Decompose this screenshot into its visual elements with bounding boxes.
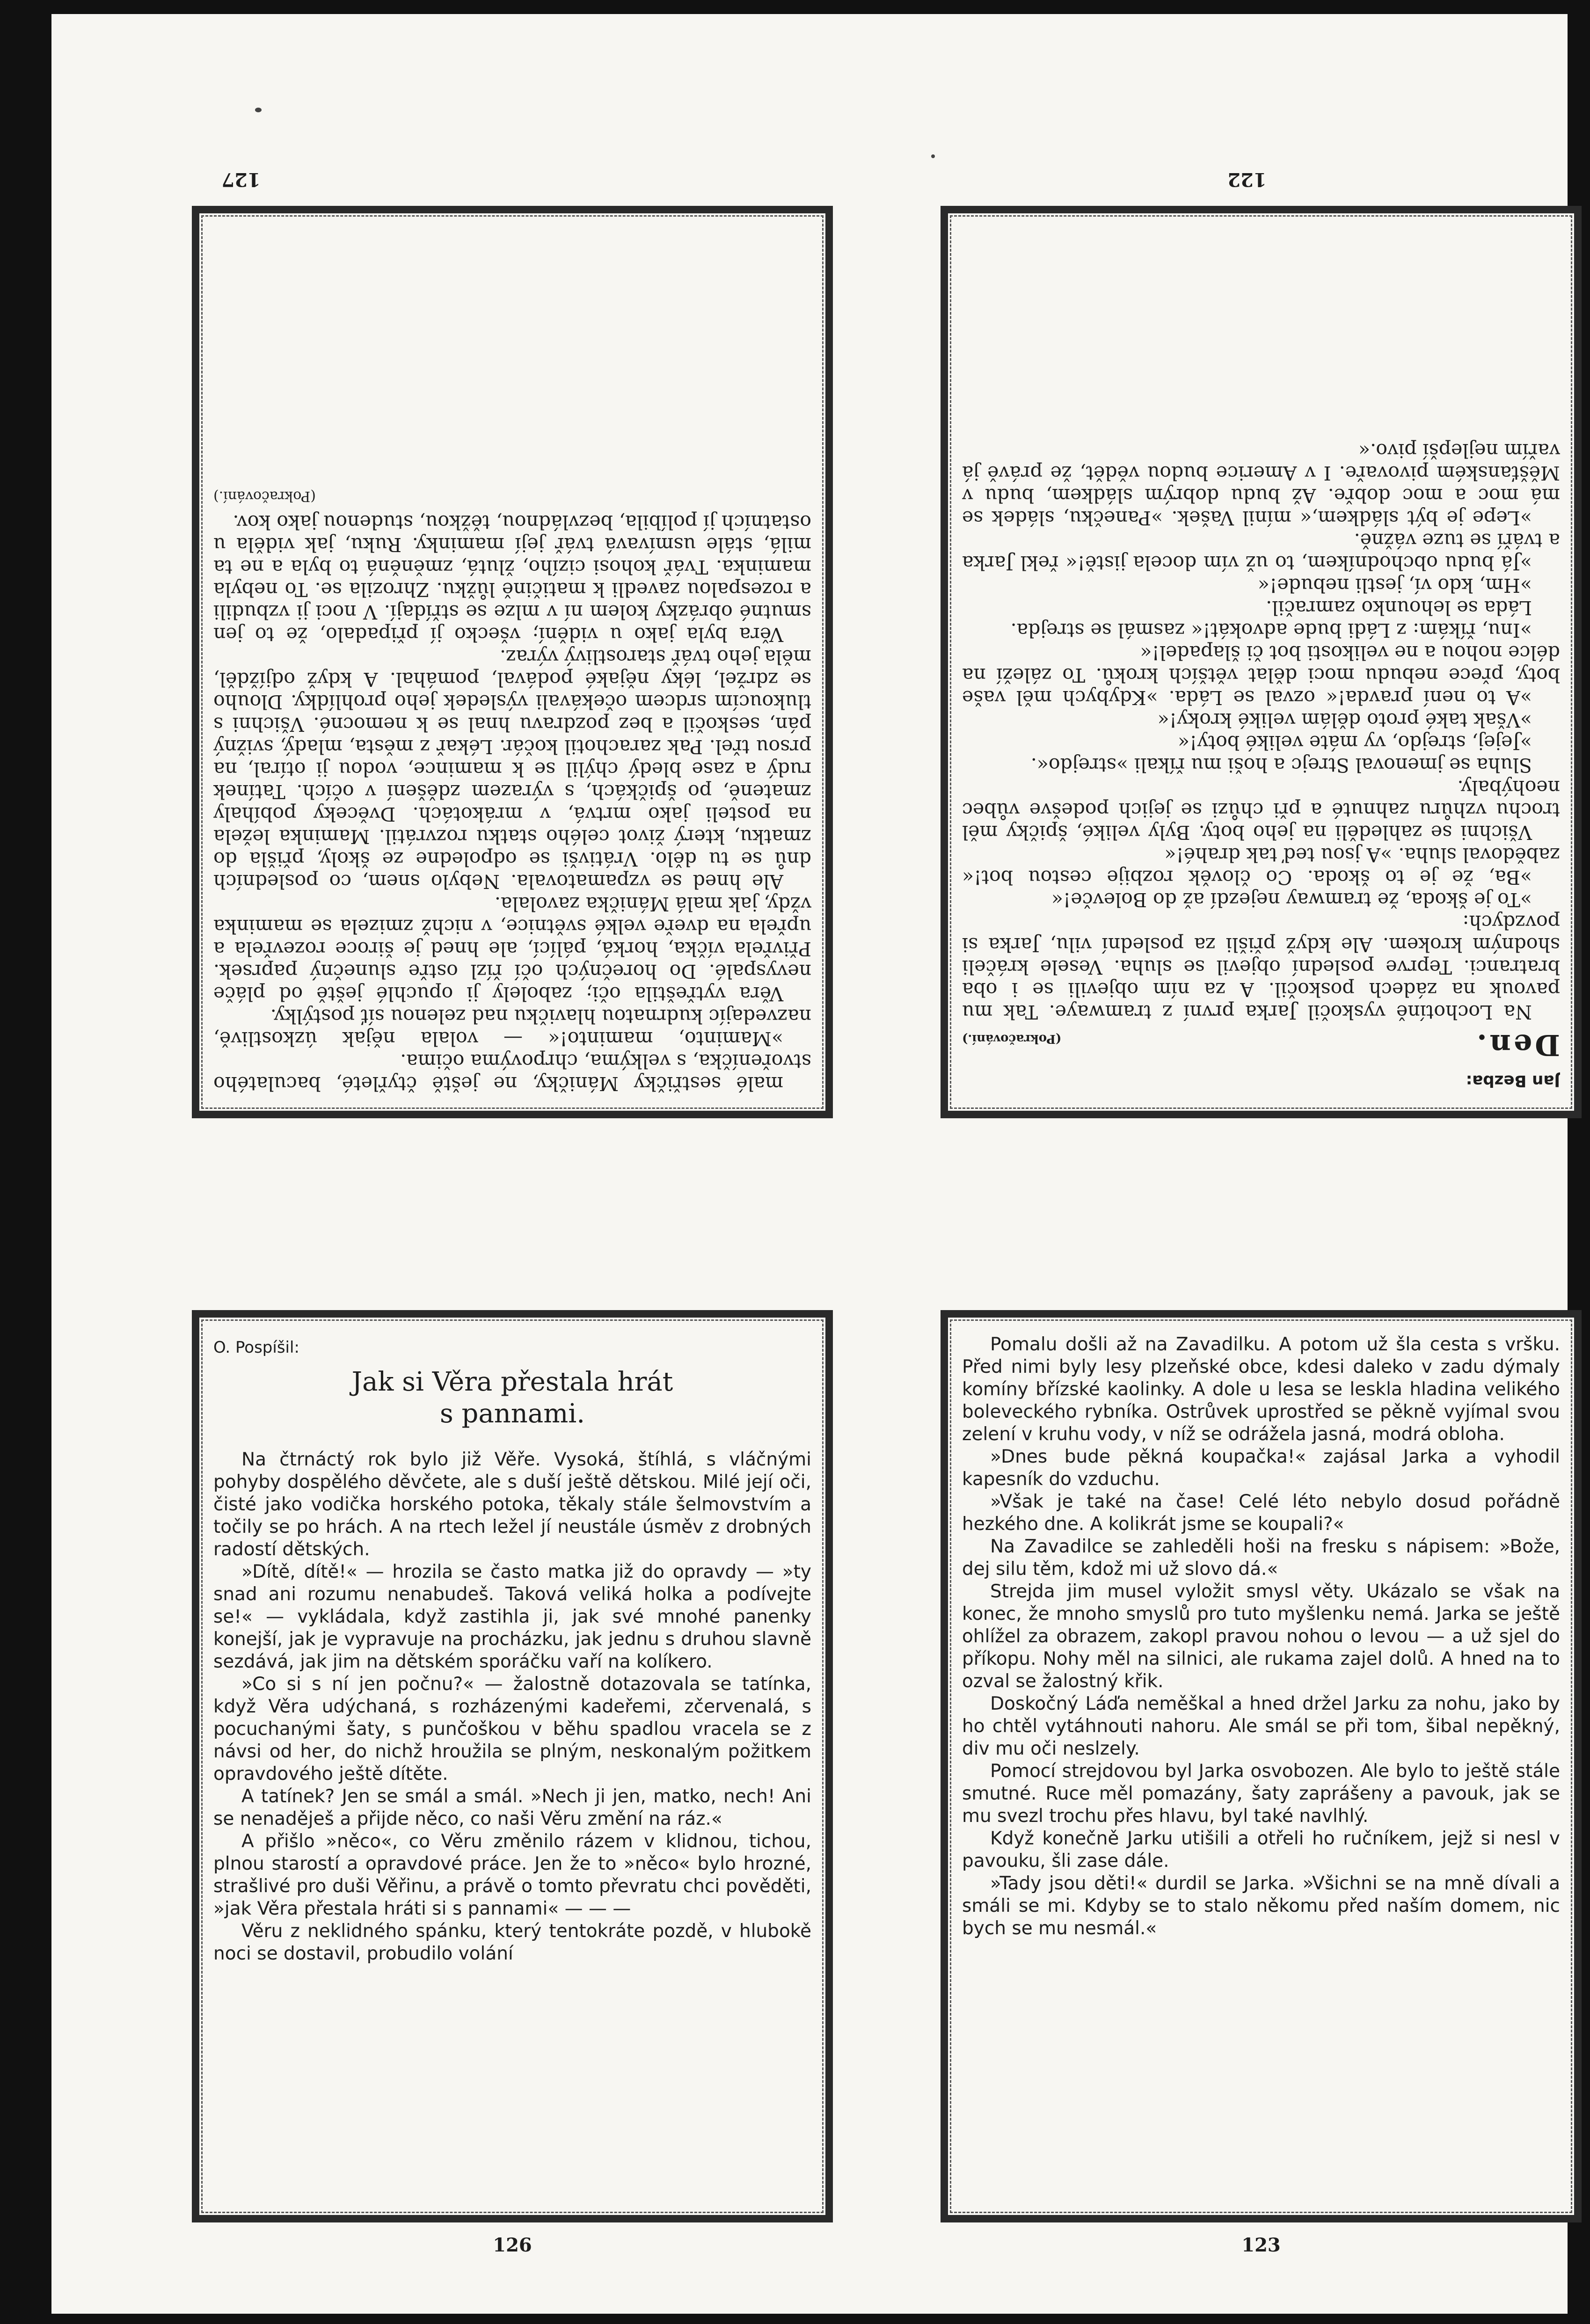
paragraph: »Však je také na čase! Celé léto nebylo dosud pořádně hezkého dne. A kolikrát jsme se koupali?«: [962, 1491, 1560, 1535]
page-number-122: 122: [1227, 168, 1267, 190]
paragraph: »Maminto, maminto!« — volala nějak úzkostlivě, nazvedajíc kudrnatou hlavičku nad zelenou síť postýlky.: [213, 1005, 811, 1050]
paragraph: »Inu, říkám: z Ládi bude advokát!« zasmál se strejda.: [1010, 619, 1532, 641]
paragraph: Na čtrnáctý rok bylo již Věře. Vysoká, štíhlá, s vláčnými pohyby dospělého děvčete, ale s duší ještě dětskou. Milé její oči, čisté jako vodička horského potoka, těkaly stále šelmovstvím a točily se po hrách. A na rtech ležel jí neustále úsměv z drobných radostí dětských.: [213, 1449, 811, 1560]
page-number-123: 123: [1241, 2234, 1281, 2256]
paragraph: »A to není pravda!« ozval se Láda. »Kdybych měl vaše boty, přece nebudu moci dělat větších kroků. To záleží na délce nohou a ne velikosti bot či šlapadel!«: [962, 641, 1560, 709]
scan-speck: [931, 154, 935, 158]
paragraph: Láda se lehounko zamračil.: [1266, 597, 1532, 619]
paragraph: Všichni se zahleděli na jeho boty. Byly veliké, špičky měl trochu vzhůru zahnuté a při chůzi se jejich podešve vůbec neohýbaly.: [962, 776, 1560, 844]
paragraph: Když konečně Jarku utišili a otřeli ho ručníkem, jejž si nesl v pavouku, šli zase dále.: [962, 1828, 1560, 1872]
paragraph: Na Zavadilce se zahleděli hoši na fresku s nápisem: »Bože, dej silu těm, kdož mi už slovo dá.«: [962, 1536, 1560, 1580]
page-127-frame: [192, 206, 833, 1118]
paragraph: »Lepe je být sládkem,« mínil Vašek. »Panečku, sládek se má moc a moc dobře. Až budu dobrým sládkem, budu v Měšťanském pivovaře. I v Americe budou vědět, že právě já vařím nejlepší pivo.«: [962, 439, 1560, 529]
paragraph: »Však také proto dělám veliké kroky!«: [1157, 709, 1532, 731]
title-line: s pannami.: [439, 1399, 585, 1429]
page-title: [213, 1366, 811, 1430]
author: Jan Bezba:: [1466, 1071, 1560, 1090]
paragraph: Strejda jim musel vyložit smysl věty. Ukázalo se však na konec, že mnoho smyslů pro tuto myšlenku nemá. Jarka se ještě ohlížel za obrazem, zakopl pravou nohou o levou — a už sjel do příkopu. Nohy měl na silnici, ale rukama zajel dolů. A hned na to ozval se žalostný křik.: [962, 1581, 1560, 1692]
author: O. Pospíšil:: [213, 1338, 299, 1357]
paragraph: Na Lochotíně vyskočil Jarka první z tramwaye. Tak mu pavouk na zádech poskočil. A za ním objevili se i oba bratranci. Teprve poslední objevil se sluha. Vesele kráčeli shodným krokem. Ale když přišli za poslední vilu, Jarka si povzdych:: [962, 911, 1560, 1023]
paragraph: Pomocí strejdovou byl Jarka osvobozen. Ale bylo to ještě stále smutné. Ruce měl pomazány, šaty zaprášeny a pavouk, jak se mu svezl trochu přes hlavu, byl také navlhlý.: [962, 1761, 1560, 1827]
paragraph: »Ba, že je to škoda. Co člověk rozbije cestou bot!« zabědoval sluha. »A jsou teď tak drahé!«: [962, 844, 1560, 889]
paragraph: »Tady jsou děti!« durdil se Jarka. »Všichni se na mně dívali a smáli se mi. Kdyby se to stalo někomu před naším domem, nic bych se mu nesmál.«: [962, 1873, 1560, 1939]
paragraph: Věra vytřeštila oči; zabolely ji opuchlé ještě od pláče nevyspalé. Do horečných očí řízl ostře slunečný paprsek. Přivřela víčka, horká, pálící, ale hned je široce rozevřela a upřela na dveře velké světnice, v nichž zmizela se maminka vždy, jak malá Mánička zavolala.: [213, 893, 811, 1005]
page-126-frame: [192, 1310, 833, 2222]
page-126-text: [213, 1333, 811, 2199]
paragraph: A přišlo »něco«, co Věru změnilo rázem v klidnou, tichou, plnou starostí a opravdové práce. Jen že to »něco« bylo hrozné, strašlivé pro duši Věřinu, a právě o tomto převratu chci pověděti, »jak Věra přestala hráti si s pannami« — — —: [213, 1831, 811, 1919]
paragraph: Ale hned se vzpamatovala. Nebylo snem, co posledních dnů se tu dělo. Vrátivši se odpoledne ze školy, přišla do zmatku, který život celého statku rozvrátil. Maminka ležela na posteli jako mrtvá, v mrákotách. Dvěceky pobíhaly zmateně, po špičkách, s výrazem zděšení v očích. Tatínek rudý a zase bledý chýlil se k mamince, vodou ji otíral, na prsou třel. Pak zarachotil kočár. Lékař z města, mladý, svižný pán, seskočil a bez pozdravu hnal se k nemocné. Všichni s tlukoucím srdcem očekávali výsledek jeho prohlídky. Dlouho se zdržel, léky nějaké podával, pomáhal. A když odjížděl, měla jeho tvář starostlivý výraz.: [213, 646, 811, 893]
paragraph: »Jejej, strejdo, vy máte veliké boty!«: [1178, 731, 1532, 754]
page-number-127: 127: [221, 168, 261, 190]
title-line: Jak si Věra přestala hrát: [351, 1367, 673, 1397]
paragraph: »Já budu obchodníkem, to už vím docela jistě!« řekl Jarka a tváří se tuze vážně.: [962, 529, 1560, 574]
paragraph: »Dnes bude pěkná koupačka!« zajásal Jarka a vyhodil kapesník do vzduchu.: [962, 1446, 1560, 1490]
paragraph: »Hm, kdo ví, jestli nebude!«: [1257, 574, 1532, 597]
paragraph: Věru z neklidného spánku, který tentokráte pozdě, v hlubokě noci se dostavil, probudilo volání: [213, 1921, 811, 1964]
page-123-frame: [941, 1310, 1582, 2222]
paragraph: »Dítě, dítě!« — hrozila se často matka již do opravdy — »ty snad ani rozumu nenabudeš. Taková veliká holka a podívejte se!« — vykládala, když zastihla ji, jak své mnohé panenky konejší, jak je vypravuje na procházku, jak jednu s druhou slavně sezdává, jak jim na dětském sporáčku vaří na kolíkero.: [213, 1561, 811, 1672]
paragraph: »Co si s ní jen počnu?« — žalostně dotazovala se tatínka, když Věra udýchaná, s rozházenými kadeřemi, zčervenalá, s pocuchanými šaty, s punčoškou v běhu spadlou vracela se z návsi od her, do nichž hroužila se plným, neskonalým požitkem opravdového ještě dítěte.: [213, 1674, 811, 1785]
paragraph: »To je škoda, že tramway nejezdí až do Bolevče!«: [1051, 889, 1532, 911]
paragraph: Pomalu došli až na Zavadilku. A potom už šla cesta s vršku. Před nimi byly lesy plzeňské obce, kdesi daleko v zadu dýmaly komíny břízské kaolinky. A dole u lesa se leskla hladina velikého boleveckého rybníka. Ostrůvek uprostřed se pěkně vyjímal svou zelení v kruhu vody, v níž se odrážela jasná, modrá obloha.: [962, 1334, 1560, 1445]
page-title: Den.: [1474, 1028, 1560, 1062]
continuation-label: (Pokračování.): [962, 1032, 1062, 1046]
paragraph: Sluha se jmenoval Strejc a hoši mu říkali »strejdo«.: [1030, 754, 1532, 776]
page-number-126: 126: [493, 2234, 532, 2256]
scan-speck: [255, 108, 262, 112]
page-122-text: [962, 229, 1560, 1095]
continuation-note: (Pokračování.): [213, 488, 316, 504]
paragraph: malé sestřičky Máničky, ne ještě čtyřleté, baculatého stvořeníčka, s velkýma, chrpovýma očima.: [213, 1050, 811, 1095]
page-122-frame: [941, 206, 1582, 1118]
paragraph: Věra byla jako u vidění; všecko jí připadalo, že to jen smutné obrázky kolem ní v mlze se střídají. V noci ji vzbudili a rozespalou zavedli k matičině lůžku. Zhrozila se. To nebyla maminka. Tvář kohosi cizího, žlutá, změněná to byla a ne ta milá, stále usmívavá tvář její maminky. Ruku, jak viděla u ostatních jí políbila, bezvládnou, těžkou, studenou jako kov.: [213, 511, 811, 646]
page-123-text: [962, 1333, 1560, 2199]
page-127-text: [213, 229, 811, 1095]
scanned-sheet: [51, 14, 1568, 2314]
paragraph: Doskočný Láďa neměškal a hned držel Jarku za nohu, jako by ho chtěl vytáhnouti nahoru. Ale smál se při tom, šibal nepěkný, div mu oči neslzely.: [962, 1693, 1560, 1759]
title-row: [962, 1028, 1560, 1062]
paragraph: A tatínek? Jen se smál a smál. »Nech ji jen, matko, nech! Ani se nenaděješ a přijde něco, co naši Věru změní na ráz.«: [213, 1786, 811, 1829]
